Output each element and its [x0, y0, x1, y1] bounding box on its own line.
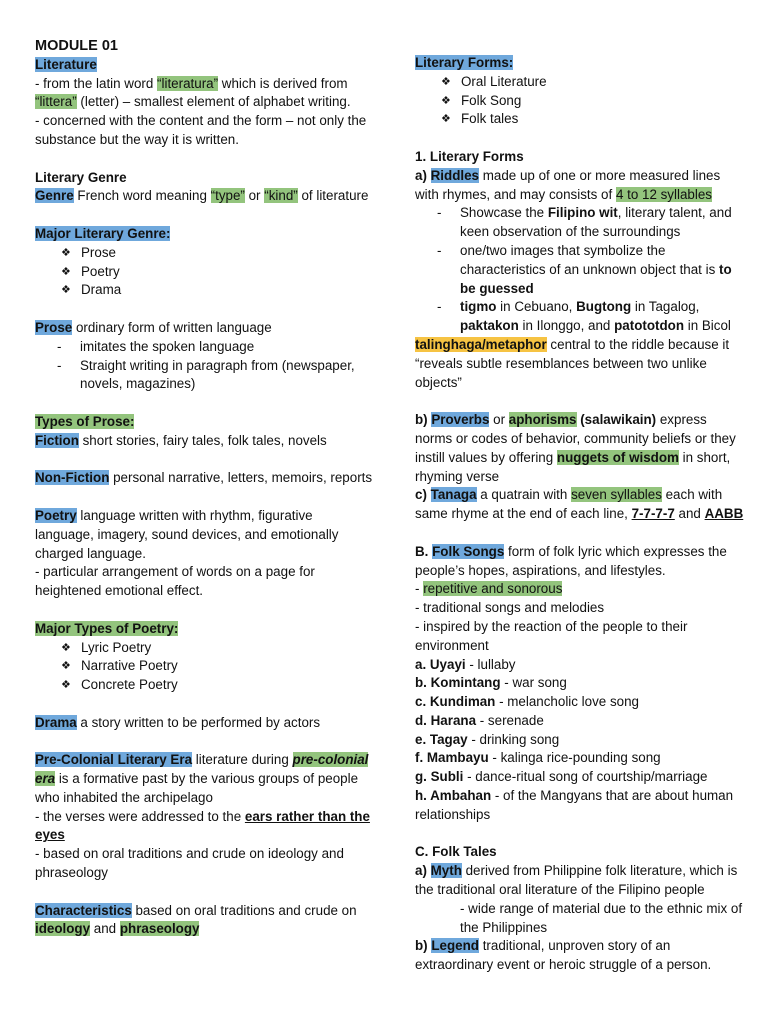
literary-genre-heading: Literary Genre: [35, 169, 127, 185]
list-item: h. Ambahan - of the Mangyans that are about human relationships: [415, 788, 734, 822]
literature-note: - concerned with the content and the form – not only the substance but the way it is written.: [35, 113, 367, 147]
right-column: [415, 54, 747, 975]
list-item: ❖ Drama: [61, 281, 375, 300]
list-item: b. Komintang - war song: [415, 675, 567, 691]
list-item: ❖ Folk tales: [441, 110, 747, 129]
types-of-poetry-heading: Major Types of Poetry:: [35, 620, 179, 636]
types-of-prose-heading: Types of Prose:: [35, 413, 135, 429]
prose-definition: Prose ordinary form of written language: [35, 319, 272, 335]
list-item: - Straight writing in paragraph from (newspaper, novels, magazines): [57, 357, 375, 395]
tanaga-definition: c) Tanaga a quatrain with seven syllables each with same rhyme at the end of each line, 7-7-7-7 and AABB: [415, 487, 744, 522]
precolonial-definition: Pre-Colonial Literary Era literature during pre-colonial era is a formative past by the various groups of people who inhabited the archipelago: [35, 752, 369, 805]
poetry-note: - particular arrangement of words on a page for heightened emotional effect.: [35, 564, 315, 599]
folk-songs-list: [415, 656, 747, 825]
genre-definition: Genre French word meaning “type” or “kind” of literature: [35, 188, 369, 204]
precolonial-basis: - based on oral traditions and crude on ideology and phraseology: [35, 846, 344, 881]
precolonial-verses: - the verses were addressed to the ears rather than the eyes: [35, 808, 370, 843]
left-column: [35, 37, 375, 939]
list-item: ❖ Narrative Poetry: [61, 657, 375, 676]
list-item: ❖ Poetry: [61, 263, 375, 282]
list-item: ❖ Folk Song: [441, 92, 747, 111]
folk-songs-definition: B. Folk Songs form of folk lyric which expresses the people’s hopes, aspirations, and lifestyles.: [415, 543, 727, 578]
proverbs-definition: b) Proverbs or aphorisms (salawikain) express norms or codes of behavior, community beliefs or they instill values by offering nuggets of wisdom in short, rhyming verse: [415, 412, 736, 484]
literary-forms-heading: Literary Forms:: [415, 55, 514, 70]
poetry-definition: Poetry language written with rhythm, figurative language, imagery, sound devices, and emotionally charged language.: [35, 507, 339, 561]
riddles-bullets: [415, 204, 747, 336]
literary-forms-list: [415, 73, 747, 129]
legend-definition: b) Legend traditional, unproven story of an extraordinary event or heroic struggle of a person.: [415, 938, 712, 973]
list-item: g. Subli - dance-ritual song of courtship/marriage: [415, 769, 708, 785]
list-item: - tigmo in Cebuano, Bugtong in Tagalog, paktakon in Ilonggo, and patototdon in Bicol: [437, 298, 747, 336]
metaphor-note: talinghaga/metaphor central to the riddle because it “reveals subtle resemblances between two unlike objects”: [415, 336, 730, 390]
literature-definition: - from the latin word “literatura” which is derived from “littera” (letter) – smallest element of alphabet writing.: [35, 75, 351, 110]
major-genre-heading: Major Literary Genre:: [35, 225, 171, 241]
prose-bullets: [35, 338, 375, 394]
characteristics-definition: Characteristics based on oral traditions and crude on ideology and phraseology: [35, 902, 357, 937]
list-item: f. Mambayu - kalinga rice-pounding song: [415, 750, 661, 766]
folk-songs-note: - traditional songs and melodies: [415, 600, 605, 616]
poetry-types-list: [35, 639, 375, 695]
fiction-definition: Fiction short stories, fairy tales, folk tales, novels: [35, 432, 327, 448]
section-title: 1. Literary Forms: [415, 148, 524, 164]
littera-highlight: “littera”: [35, 94, 77, 110]
list-item: - imitates the spoken language: [57, 338, 375, 357]
major-genre-list: [35, 244, 375, 300]
list-item: ❖ Concrete Poetry: [61, 676, 375, 695]
folk-songs-note: - inspired by the reaction of the people to their environment: [415, 618, 688, 653]
literatura-highlight: “literatura”: [157, 75, 219, 91]
myth-note: - wide range of material due to the ethnic mix of the Philippines: [460, 900, 743, 935]
list-item: - Showcase the Filipino wit, literary talent, and keen observation of the surroundings: [437, 204, 747, 242]
module-title: MODULE 01: [35, 38, 118, 54]
myth-definition: a) Myth derived from Philippine folk literature, which is the traditional oral literature of the Filipino people: [415, 863, 738, 898]
list-item: a. Uyayi - lullaby: [415, 656, 516, 672]
nonfiction-definition: Non-Fiction personal narrative, letters, memoirs, reports: [35, 470, 373, 486]
riddles-definition: a) Riddles made up of one or more measured lines with rhymes, and may consists of 4 to 12 syllables: [415, 167, 721, 202]
literature-heading: Literature: [35, 56, 97, 72]
list-item: c. Kundiman - melancholic love song: [415, 694, 640, 710]
list-item: ❖ Oral Literature: [441, 73, 747, 92]
list-item: - one/two images that symbolize the characteristics of an unknown object that is to be guessed: [437, 242, 747, 298]
list-item: e. Tagay - drinking song: [415, 731, 560, 747]
list-item: ❖ Prose: [61, 244, 375, 263]
list-item: d. Harana - serenade: [415, 712, 544, 728]
folk-tales-heading: C. Folk Tales: [415, 844, 497, 860]
folk-songs-note: - repetitive and sonorous: [415, 581, 563, 597]
list-item: ❖ Lyric Poetry: [61, 639, 375, 658]
drama-definition: Drama a story written to be performed by actors: [35, 714, 321, 730]
